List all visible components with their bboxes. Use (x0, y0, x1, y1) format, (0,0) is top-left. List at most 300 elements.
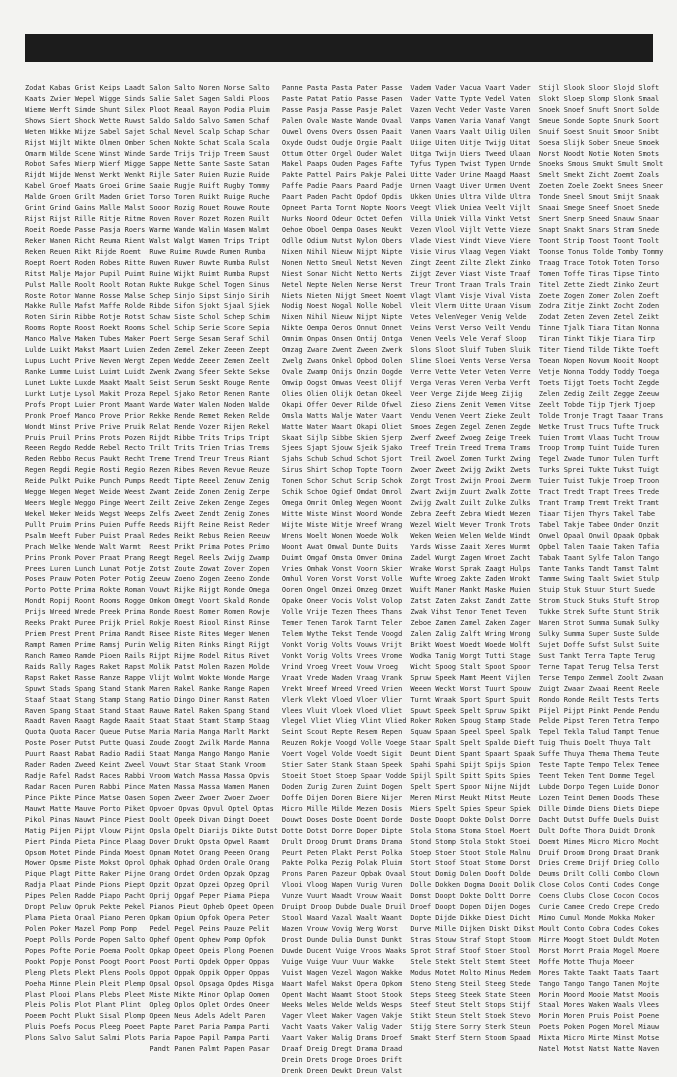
word-line: Opbel Talen Taaie Taken Tafia (538, 542, 660, 551)
word-line: Pandt Panen Palmt Papen Pasar (149, 1045, 270, 1054)
word-line: Tyfus Typen Twist Typen Urnde (410, 160, 531, 169)
word-line: Rapst Raket Rasse Ranze Rappe (25, 673, 146, 682)
word-line: Vonkt Vorig Volts Vouws Vrijt (281, 641, 403, 650)
word-line: Close Colos Conti Codes Conge (538, 881, 660, 890)
header-bar (25, 34, 653, 62)
word-line: Tegel Zwade Tumor Tulen Turft (538, 455, 660, 464)
word-line: Stijg Stere Sorry Sterk Steun (410, 1023, 531, 1032)
word-line: Slokt Sloep Slomp Slonk Smaal (538, 94, 660, 103)
word-line: Spuwt Stads Spang Stand Stank (25, 684, 146, 693)
word-line: Radja Plaat Pinde Pions Piept (25, 881, 146, 890)
word-line: Lozen Teint Demen Doods These (538, 793, 660, 802)
word-line: Tabel Takje Tabee Onder Onzit (538, 520, 660, 529)
word-line: Zeilt Zeive Zeken Zenge Zeges (149, 499, 270, 508)
word-line: Tuig Thuis Doelt Thuya Talt (538, 739, 651, 748)
word-line: Ribde Sifon Sjokt Sjaal Sjiek (149, 302, 270, 311)
word-line: Tinne Tjalk Tiara Titan Nonna (538, 324, 660, 333)
word-column (25, 83, 145, 1077)
word-line: Stool Waard Vazal Waalt Waant (281, 914, 403, 923)
word-line: Snoeks Smous Smukt Smult Smolt (538, 160, 664, 169)
word-line: Ruwen Ruwer Ruwte Rumba Rulst (149, 258, 270, 267)
word-line: Opneet Parta Tornt Nopte Noors (281, 204, 407, 213)
word-line: Vanen Vaars Vaalt Uilig Uilen (410, 127, 531, 136)
word-line: Steef Steut Stelt Stops Stijf (410, 1001, 531, 1010)
word-line: Rijst Rijst Rille Ritje Ritme (25, 215, 146, 224)
word-line: Meren Mirst Meukt Mitst Meute (410, 793, 531, 802)
word-line: Vendu Venen Veert Zieke Zeult (410, 411, 531, 420)
word-line: Sappe Nette Sante Saste Satan (149, 160, 270, 169)
word-line: Zoeten Zoele Zoekt Snees Sneer (538, 182, 664, 191)
word-line: Stier Sater Stank Staan Speek (281, 761, 403, 770)
word-line: Opkap Opeet Opeis Plong Poenen (149, 946, 274, 955)
word-line: Drein Drets Droge Droes Drift (281, 1056, 403, 1065)
word-line: Schen Nokte Schat Scala Scala (149, 138, 270, 147)
word-line: Morst Morrt Praia Mogel Moere (538, 946, 660, 955)
word-line: Zieso Ziens Zenit Vemen Vitse (410, 400, 531, 409)
word-line: Volle Vrije Tezen Thees Thans (281, 608, 403, 617)
word-line: Rijle Sater Ruien Ruzie Ruide (149, 171, 270, 180)
word-line: Rijdt Wijde Wenst Werkt Wenkt (25, 171, 146, 180)
word-line: Tante Tanks Tandt Tamst Talmt (538, 564, 660, 573)
word-line: Dries Creme Drijf Drieg Collo (538, 859, 660, 868)
word-line: Dacht Dutst Duffe Duels Duist (538, 815, 660, 824)
word-line: Uiige Uiten Uitje Twijg Uitat (410, 138, 531, 147)
word-line: Tepel Tekla Talud Tampt Tenue (538, 728, 660, 737)
word-line: Okapi Offer Oever Rilde Ofwel (281, 400, 403, 409)
word-line: Draaf Dreig Dregt Drama Draad (281, 1045, 403, 1054)
word-line: Tract Tredt Trapt Trees Trede (538, 488, 660, 497)
word-line: Plons Salvo Salut Salmi Plots (25, 1034, 146, 1043)
word-line: Curie Camee Credo Crepe Credo (538, 903, 660, 912)
word-line: Ouwel Ovens Overs Ossen Paait (281, 127, 403, 136)
word-line: Maten Massa Massa Wamen Manen (149, 783, 270, 791)
word-line: Kaats Zwier Wepel Wigge Sinds (25, 94, 146, 103)
word-line: Mower Opsme Piste Mokst Oprol (25, 859, 146, 868)
word-line: Sulky Summa Super Suste Sulde (538, 630, 660, 639)
word-line: Zijgt Zever Viast Viste Traaf (410, 269, 531, 278)
word-line: Saldo Saldo Salvo Samen Schaf (149, 116, 270, 125)
word-line: Passe Pasja Passe Pasje Palet (281, 105, 403, 114)
word-line: Trilt Trits Trien Trias Trems (149, 444, 270, 453)
word-column (539, 83, 663, 1077)
word-line: Ruwe Ruime Ruwde Rumen Rumba (149, 247, 266, 256)
word-line: Schel Schip Serie Score Sepia (149, 324, 270, 333)
word-line: Trant Tramp Tremt Trekt Tramt (538, 499, 660, 508)
word-line: Doden Zurig Zuren Zuint Dogen (281, 783, 403, 791)
word-line: Dopte Dijde Dikke Diest Dicht (410, 914, 531, 923)
word-line: Moult Conto Cobra Codes Cokes (538, 924, 660, 933)
word-line: Slons Sloot Sluif Tuben Sluik (410, 346, 531, 355)
word-line: Vlees Vluit Vloek Vloed Vliet (281, 706, 403, 715)
word-line: Omnim Onpas Onsen Ontij Ontga (281, 335, 403, 344)
word-line: Poeem Pocht Plukt Sisal Plomp (25, 1012, 146, 1021)
word-line: Doolt Opeek Divan Dingt Doeet (149, 815, 270, 824)
word-line: Vraat Vrede Waden Vraag Vrank (281, 673, 403, 682)
word-line: Coens Clubs Close Cocon Cocos (538, 892, 660, 901)
word-line: Zebra Zeeft Zebra Wiedt Wezen (410, 509, 531, 518)
word-line: Opsal Opsol Opsaga Opdes Misga (149, 979, 274, 988)
word-line: Vuist Wagen Vezel Wagon Wakke (281, 968, 403, 977)
word-line: Ploot Reaal Rayon Podia Pluim (149, 105, 270, 114)
word-line: Pleng Plets Plekt Plens Pools (25, 968, 146, 977)
word-line: Villa Uniek Villa Vinkt Vetst (410, 215, 531, 224)
word-line: Vlegel Vliet Vlieg Vlint Vlied (281, 717, 407, 726)
word-line: Paffe Padie Paars Paard Padje (281, 182, 403, 191)
word-line: Odlle Odium Nutst Nylon Obers (281, 236, 403, 245)
word-line: Reide Pulkt Puike Punch Pumps (25, 477, 146, 486)
word-line: Tamme Swing Taalt Swiet Stulp (538, 575, 660, 584)
word-line: Smeue Sonde Sopte Snurk Soort (538, 116, 660, 125)
word-line: Tukke Strek Sufte Stunt Strik (538, 608, 660, 617)
word-line: Rooms Ropte Roost Roekt Rooms (25, 324, 146, 333)
word-line: Warde Water Walen Noden Walde (149, 400, 270, 409)
word-line: Druif Droom Drong Draat Drank (538, 848, 660, 857)
word-line: Niest Sonar Nicht Netto Nerts (281, 269, 403, 278)
word-line: Verga Veras Veren Verba Verft (410, 378, 531, 387)
word-line: Prees Luren Lunch Lunat Potje (25, 564, 146, 573)
word-line: Tiaar Tijen Thyrs Takel Tabe (538, 509, 656, 518)
word-line: Stras Stouw Straf Stopt Stoom (410, 935, 531, 944)
word-line: Netel Nepte Nelen Nerse Nerst (281, 280, 403, 289)
word-line: Sjees Sjapt Sjouw Sjeik Sjako (281, 444, 403, 453)
word-line: Schal Nevel Scalp Schap Schar (149, 127, 270, 136)
word-line: Oprij Opgaf Peper Piama Piepa (149, 892, 270, 901)
word-line: Weeks Weles Welde Welds Wesps (281, 1001, 403, 1010)
word-line: Vacht Vaats Vaker Valig Vader (281, 1023, 403, 1032)
word-line: Pijel Pijpt Pinkt Pende Pendu (538, 706, 660, 715)
word-line: Rondo Ronde Reilt Tests Terts (538, 695, 660, 704)
word-line: Verre Vette Veter Veten Verre (410, 367, 531, 376)
word-line: Raven Spang Staat Stand Staat (25, 706, 146, 715)
word-line: Nurks Noord Odeur Octet Oefen (281, 215, 403, 224)
word-line: Omkom Omegt Voort Skald Ronde (149, 597, 270, 606)
word-line: Omhul Voren Vorst Vorst Volle (281, 575, 403, 584)
word-line: Treur Tront Traan Trals Train (410, 280, 531, 289)
word-line: Maren Rakel Ranke Range Rapen (149, 684, 270, 693)
word-line: Brikt Woest Woedt Woede Wolft (410, 641, 531, 650)
word-line: Prijs Wreed Wrede Preek Prima (25, 608, 146, 617)
word-line: Palen Ovale Waste Wande Ovaal (281, 116, 403, 125)
word-line: Vrind Vroeg Vreet Vouw Vroeg (281, 662, 399, 671)
word-line: Ophef Opent Ophew Pomp Opfok (149, 935, 266, 944)
word-line: Omwip Oogst Omwas Veest Olijf (281, 378, 403, 387)
word-line: Pleis Polis Plot Plant Plint (25, 1001, 142, 1010)
word-line: Waart Wafel Wakst Opera Opkom (281, 979, 403, 988)
word-line: Yards Wisse Zaait Xeres Wurmt (410, 542, 531, 551)
word-line: Roste Rotor Wanne Rosse Malse (25, 291, 146, 300)
word-line: Venen Veels Vele Veraf Sloop (410, 335, 527, 344)
word-line: Terse Tempo Zemmel Zoolt Zwaan (538, 673, 664, 682)
word-line: Tonen Schor Schut Scrip Schok (281, 477, 403, 486)
word-line: Zwijg Zwalt Zuilt Zulke Zulks (410, 499, 531, 508)
word-column (149, 83, 278, 1077)
word-line: Manco Malve Maken Tubes Maker (25, 335, 146, 344)
word-line: Opkam Opium Opfok Opera Peter (149, 914, 270, 923)
word-line: Vouwt Star Staat Stank Vroom (149, 761, 266, 770)
word-line: Doffe Dijen Doren Biere Nijer (281, 793, 403, 802)
word-line: Temer Tenen Tarok Tarnt Teler (281, 619, 403, 628)
word-line: Ooren Ongel Omzei Omzeg Omzet (281, 586, 403, 595)
word-line: Natel Motst Natst Natte Naven (538, 1045, 660, 1054)
word-line: Woont Awat Omwal Dunte Duits (281, 542, 399, 551)
word-line: Ukken Unies Ultra Vilde Ultra (410, 193, 531, 202)
word-line: Rokje Roest Riool Rinst Rinse (149, 619, 270, 628)
word-line: Wodka Tanig Worgt Tutti Stage (410, 651, 531, 660)
word-line: Deunt Dient Spant Spaart Spaak (410, 750, 535, 759)
word-line: Torso Toren Ruikt Ruige Ruche (149, 193, 270, 202)
word-line: Rijpt Rijme Rodel Ritus Rivet (149, 651, 270, 660)
word-line: Stola Stoma Stoma Stoel Moert (410, 826, 531, 835)
word-line: Turnt Wraak Sport Spurt Spuit (410, 695, 531, 704)
word-line: Treef Trein Treed Trema Trams (410, 444, 531, 453)
word-line: Dille Dimde Diens Diets Diepe (538, 804, 660, 813)
word-line: Uitga Twijn Uiers Tweed Ulaan (410, 149, 531, 158)
word-line: Zotst Zoute Zowat Zover Zopen (149, 564, 270, 573)
word-line: Mondt Ropij Roont Rooms Rogge (25, 597, 146, 606)
word-line: Weeen Weckt Worst Tuurt Spouw (410, 684, 531, 693)
word-line: Papte Paret Paria Pampa Parti (149, 1023, 270, 1032)
word-line: Ottum Otter Orgel Ouder Walet (281, 149, 403, 158)
word-line: Pronk Proef Manco Prove Prior (25, 411, 146, 420)
word-line: Drost Dunde Dulia Dunst Dunkt (281, 935, 403, 944)
word-line: Zwerf Zweef Zwoeg Zeige Treek (410, 433, 531, 442)
word-line: Ophak Ophad Orden Orale Orang (149, 859, 270, 868)
word-line: Stijl Slook Sloor Slojd Sloft (538, 84, 660, 92)
word-line: Prach Welke Wende Walt Warmt (25, 542, 142, 551)
word-line: Roten Sirin Ribbe Rotje Rotst (25, 313, 146, 322)
word-line: Schaw Siste Schol Schep Schim (149, 313, 270, 322)
word-line: Treme Trend Treur Treus Riant (149, 455, 270, 464)
word-line: Vamps Vamen Varia Vanaf Vangt (410, 116, 531, 125)
word-line: Wondt Winst Prive Prive Pruik (25, 422, 146, 431)
word-line: Pakte Polka Pezig Polak Pluim (281, 859, 403, 868)
word-line: Wegge Wegen Weget Weide Weest (25, 488, 146, 497)
word-line: Plama Pieta Oraal Piano Peren (25, 914, 146, 923)
word-line: Ronde Roest Romer Romen Rowje (149, 608, 270, 617)
word-line: Morin Moord Mooie Matst Moois (538, 990, 660, 999)
word-line: Dult Dofte Thora Duidt Dronk (538, 826, 656, 835)
word-line: Ratio Dingo Diner Ranst Raten (149, 695, 270, 704)
word-line: Sjahs Schub Schud Schot Sjort (281, 455, 403, 464)
word-line: Reeen Regdo Redde Rebel Recto (25, 444, 146, 453)
word-line: Turks Sprei Tukte Tukst Tuigt (538, 466, 660, 475)
word-line: Lubde Dorpo Tegen Luide Donor (538, 783, 660, 791)
word-line: Ritst Malje Major Pupil Puimt (25, 269, 146, 278)
word-line: Paste Patat Patio Passe Pasen (281, 94, 403, 103)
word-line: Stele Stekt Stelt Stemt Steet (410, 957, 531, 966)
word-line: Staal Mores Waken Waals Vlees (538, 1001, 660, 1010)
word-line: Morin Moren Pruis Poist Poene (538, 1012, 660, 1021)
word-line: Norst Noodt Notie Noten Smots (538, 149, 660, 158)
word-line: Reker Wanen Richt Reuma Rient (25, 236, 146, 245)
word-line: Vazen Vecht Veder Vaste Varen (410, 105, 531, 114)
word-line: Vuige Vuige Vuur Vuur Wakke (281, 957, 394, 966)
word-line: Mores Takte Taakt Taats Taart (538, 968, 660, 977)
word-line: Smoes Zegen Zegel Zenen Zegde (410, 422, 531, 431)
word-line: Watte Water Waart Okapi Oliet (281, 422, 403, 431)
word-line: Vaart Vaker Walig Drams Droef (281, 1034, 403, 1043)
word-line: Opzit Opzat Opzei Opzeg Opril (149, 881, 270, 890)
word-line: Weken Weien Welen Welde Windt (410, 531, 531, 540)
word-line: Psalm Weeft Fuber Puist Praal (25, 531, 146, 540)
word-line: Redes Reikt Rebus Reien Reeuw (149, 531, 270, 540)
word-line: Profs Propt Luier Pront Maant (25, 400, 146, 409)
word-line: Wekel Weker Weids Wegst Weeps (25, 509, 146, 518)
word-line: Zoude Zoogt Zwilk Marde Manna (149, 739, 270, 748)
word-line: Toonse Tonus Tolde Tomby Tommy (538, 247, 664, 256)
word-line: Teste Tapte Tempo Telex Temee (538, 761, 660, 770)
word-line: Tiran Tinkt Tikje Tiara Tirp (538, 335, 656, 344)
word-line: Sprot Straf Stoof Stoer Stool (410, 946, 531, 955)
word-line: Poses Prauw Poten Poter Potig (25, 575, 146, 584)
word-line: Telem Wythe Tekst Tende Voogd (281, 630, 403, 639)
word-line: Warme Wande Walin Wasem Walmt (149, 225, 270, 234)
word-line: Opnam Motet Orang Peeen Orang (149, 848, 270, 857)
word-line: Teent Teken Tent Domme Tegel (538, 772, 656, 781)
word-line: Durve Mille Dijken Diskt Dikst (410, 924, 535, 933)
word-line: Radar Racen Puren Rabbi Pince (25, 783, 146, 791)
word-line: Prons Paren Pazeur Opbak Ovaal (281, 870, 407, 879)
word-line: Pique Plagt Pitte Raker Pijne (25, 870, 146, 879)
word-line: Roeit Roede Passe Pasja Roers (25, 225, 146, 234)
word-line: Rader Raden Zweed Keint Zweel (25, 761, 146, 770)
word-line: Doemt Mimes Micro Micro Mocht (538, 837, 660, 846)
word-line: Modus Motet Molto Minus Medem (410, 968, 531, 977)
word-line: Sarde Trijs Trijp Treem Saust (149, 149, 270, 158)
word-line: Vager Vleet Waker Vagen Vakje (281, 1012, 403, 1021)
word-line: Welig Riten Rinks Ringt Rijgt (149, 641, 270, 650)
word-line: Vries Omhak Vonst Voorn Skier (281, 564, 403, 573)
word-line: Miers Spelt Spies Speur Spiek (410, 804, 531, 813)
word-line: Oppot Oppak Oppik Opper Oppas (149, 968, 270, 977)
word-line: Pluis Poefs Pocus Pleeg Poeet (25, 1023, 146, 1032)
word-line: Zelen Zedig Zeilt Zegge Zeeuw (538, 389, 660, 398)
word-line: Kabel Groef Maats Groei Grime (25, 182, 146, 191)
word-line: Robot Safes Wierp Wierf Migge (25, 160, 146, 169)
word-line: Snapt Snakt Snars Stram Snede (538, 225, 660, 234)
word-line: Zodat Kabas Grist Keips Laadt (25, 84, 146, 92)
word-line: Risee Riste Rites Weger Wenen (149, 630, 270, 639)
word-line: Toean Nopen Novum Nooit Noopt (538, 357, 660, 366)
word-line: Zeden Zemel Zeker Zeeen Zeept (149, 346, 270, 355)
word-line: Doste Doopt Dokte Dolst Dorre (410, 815, 531, 824)
word-line: Shows Siert Shock Wette Ruwst (25, 116, 146, 125)
word-line: Wazen Vrouw Vovig Werg Worst (281, 924, 399, 933)
word-line: Mirre Moogt Stoet Duldt Moten (538, 935, 660, 944)
word-line: Lupus Lucht Prive Neven Wergt (25, 357, 146, 366)
word-line: Vezen Vlool Vijlt Vette Vieze (410, 225, 531, 234)
word-line: Pince Pikte Pince Matse Oasen (25, 793, 146, 802)
word-line: Peurt Peten Plakt Perst Polka (281, 848, 403, 857)
word-line: Onwel Opaal Onwil Opaak Opbak (538, 531, 660, 540)
word-line: Duwde Ducent Vuige Vroos Waaks (281, 946, 407, 955)
word-line: Urnen Vaagt Uiver Urmen Uvent (410, 182, 531, 191)
word-line: Nixen Nihil Nieuw Nijpt Nipte (281, 247, 403, 256)
word-line: Matig Pijen Pijpt Vlouw Pijnt (25, 826, 146, 835)
word-line: Reeds Rijft Reine Reist Reder (149, 520, 270, 529)
word-line: Radje Rafel Radst Races Rabbi (25, 772, 146, 781)
word-line: Pakte Pattel Pairs Pakje Palei (281, 171, 407, 180)
word-line: Mauwt Matte Mauve Porto Piket (25, 804, 146, 813)
word-line: Titel Zette Ziedt Zinko Zeurt (538, 280, 660, 289)
word-line: Dotte Dotst Dorre Doper Dipte (281, 826, 403, 835)
word-line: Lunet Lukte Luxde Maakt Maalt (25, 378, 146, 387)
word-line: Voert Vogel Volde Voedt Sigit (281, 750, 403, 759)
word-line: Stout Domig Dolen Dooft Dolde (410, 870, 531, 879)
word-line: Schik Schoe Ogief Omdat Omrol (281, 488, 403, 497)
word-line: Zwoer Zweet Zwijg Zwikt Zwets (410, 466, 531, 475)
word-line: Oehoe Oboel Oempa Oases Neukt (281, 225, 403, 234)
word-line: Ranke Lumme Luist Luimt Luidt (25, 367, 146, 376)
word-line: Opeen Neus Adels Adelt Paren (149, 1012, 266, 1021)
word-line: Ranch Rameo Ramde Pioen Rails (25, 651, 146, 660)
word-line: Omarm Wilde Scene Winst Winde (25, 149, 146, 158)
word-line: Reest Prikt Prima Potes Primo (149, 542, 270, 551)
word-line: Zoete Zogen Zomer Zolen Zoeft (538, 291, 660, 300)
word-line: Steno Steng Steil Steeg Stede (410, 979, 531, 988)
word-line: Spijl Spilt Spitt Spits Spies (410, 772, 531, 781)
word-line: Smelt Smekt Zicht Zoemt Zoals (538, 171, 660, 180)
word-line: Roven Rover Rozet Rozen Ruilt (149, 215, 270, 224)
word-line: Squaw Spaan Speel Speel Spalk (410, 728, 531, 737)
word-line: Paria Papoe Papil Pampa Parti (149, 1034, 270, 1043)
word-line: Waren Strot Summa Sumak Sulky (538, 619, 660, 628)
word-line: Zuigt Zwaar Zwaai Reent Reele (538, 684, 660, 693)
word-line: Reken Reuen Rikt Rijde Roemt (25, 247, 142, 256)
word-line: Vlerk Vlekt Vloed Vloer Vlier (281, 695, 403, 704)
word-line: Omsla Watts Walje Water Vaart (281, 411, 403, 420)
word-line: Grint Grind Gains Malle Malst (25, 204, 146, 213)
word-line: Druipt Droop Dubde Duale Druil (281, 903, 407, 912)
word-line: Soesa Slijk Sober Sneue Smoek (538, 138, 660, 147)
word-line: Rijdt Ribbe Trits Trips Tript (149, 433, 270, 442)
word-line: Staat Staat Stamt Stamp Staag (149, 717, 270, 726)
word-line: Zwak Vihst Tenor Tenet Teven (410, 608, 527, 617)
word-line: Popes Pofte Porie Poema Poolt (25, 946, 146, 955)
word-line: Snaai Smege Sneef Snoet Snede (538, 204, 660, 213)
word-line: Pelde Pipst Teren Tetra Tempo (538, 717, 660, 726)
word-line: Wetke Trust Trucs Tufte Truck (538, 422, 660, 431)
word-line: Lulde Luikt Makst Maart Luien (25, 346, 146, 355)
word-line: Zwart Zwijm Zuurt Zwalk Zotte (410, 488, 531, 497)
word-line: Veer Verge Zijde Weeg Zijig (410, 389, 523, 398)
word-line: Weten Wikke Wijze Sabel Sajet (25, 127, 146, 136)
word-line: Zatst Zaten Zakst Zandt Zatte (410, 597, 531, 606)
word-line: Staat Manga Mango Mango Manie (149, 750, 270, 759)
word-line: Visie Virus Vlaag Vegen Viakt (410, 247, 531, 256)
word-line: Tomen Toffe Tiras Tipse Tinto (538, 269, 660, 278)
word-line: Seist Serum Seskt Rouge Rente (149, 378, 270, 387)
word-line: Douwt Doses Doste Doent Dorde (281, 815, 403, 824)
word-line: Poept Polls Porde Popen Salto (25, 935, 146, 944)
word-line: Pullt Pruim Prins Puien Puffe (25, 520, 146, 529)
word-line: Snert Snerp Sneed Snauw Snaar (538, 215, 660, 224)
word-line: Zwamt Zeide Zonen Zenig Zerpe (149, 488, 270, 497)
word-line: Veegt Vliek Uniea Veelt Vijlt (410, 204, 531, 213)
word-line: Vouwt Rijke Rijgt Ronde Omega (149, 586, 270, 595)
word-line: Smakt Sterf Stern Stoom Spaad (410, 1034, 531, 1043)
word-line: Nonen Netto Smeul Netst Neven (281, 258, 403, 267)
word-line: Quota Quota Racer Queue Putse (25, 728, 146, 737)
word-line: Priem Prest Prent Prima Randt (25, 630, 146, 639)
word-line: Poeha Minne Plein Pleit Plemp (25, 979, 146, 988)
word-line: Salon Salto Noren Norse Salto (149, 84, 270, 92)
word-line: Pruis Pruil Prins Prots Pozen (25, 433, 146, 442)
word-line: Wicht Spoog Stalt Spoot Spoor (410, 662, 531, 671)
word-line: Raids Rally Rages Raket Rapst (25, 662, 146, 671)
word-line: Wijte Wiste Witje Wreef Wrang (281, 520, 403, 529)
word-line: Skaat Sijlp Sibbe Skien Sjerp (281, 433, 403, 442)
